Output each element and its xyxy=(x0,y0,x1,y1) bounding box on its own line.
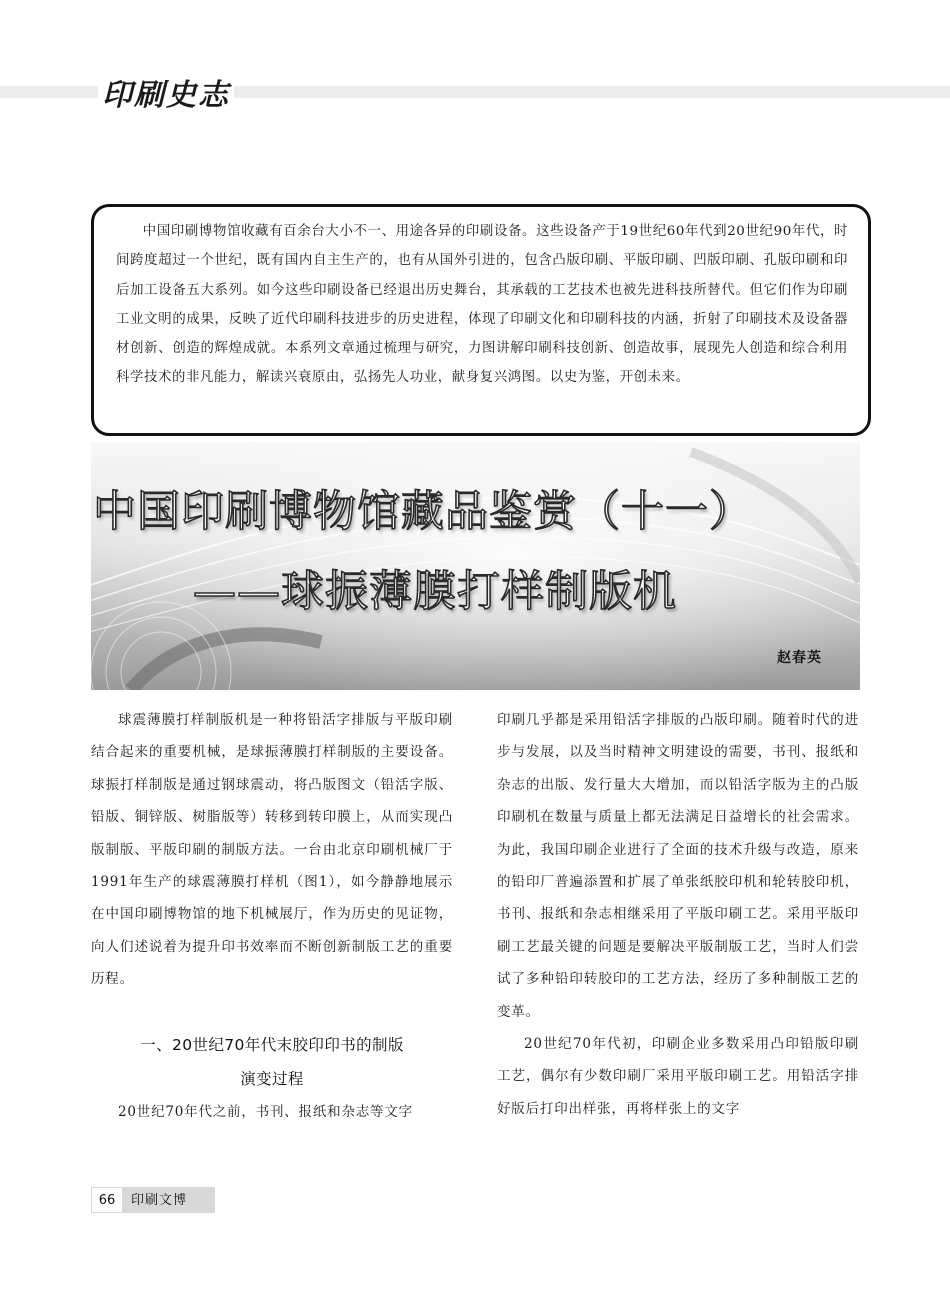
body-paragraph: 球震薄膜打样制版机是一种将铅活字排版与平版印刷结合起来的重要机械，是球振薄膜打样制版的主要设备。球振打样制版是通过钢球震动，将凸版图文（铅活字版、铅版、铜锌版、树脂版等）转移到转印膜上，从而实现凸版制版、平版印刷的制版方法。一台由北京印刷机械厂于1991年生产的球震薄膜打样机（图1），如今静静地展示在中国印刷博物馆的地下机械展厅，作为历史的见证物，向人们述说着为提升印书效率而不断创新制版工艺的重要历程。 xyxy=(91,712,453,988)
masthead-title: 印刷史志 xyxy=(102,78,230,113)
body-column-left xyxy=(91,704,453,1128)
journal-name: 印刷文博 xyxy=(131,1193,188,1208)
author-name: 赵春英 xyxy=(777,650,822,666)
body-paragraph: 20世纪70年代初，印刷企业多数采用凸印铅版印刷工艺，偶尔有少数印刷厂采用平版印刷工艺。用铅活字排好版后打印出样张，再将样张上的文字 xyxy=(497,1036,859,1117)
article-title-line2: ——球振薄膜打样制版机 xyxy=(193,567,677,617)
body-paragraph: 20世纪70年代之前，书刊、报纸和杂志等文字 xyxy=(118,1103,413,1120)
section-heading-line1: 一、20世纪70年代末胶印印书的制版 xyxy=(140,1035,404,1054)
body-column-right xyxy=(497,704,859,1125)
page-number: 66 xyxy=(91,1187,123,1213)
section-masthead xyxy=(98,70,234,113)
title-banner xyxy=(91,442,860,690)
body-paragraph: 印刷几乎都是采用铅活字排版的凸版印刷。随着时代的进步与发展，以及当时精神文明建设的需要，书刊、报纸和杂志的出版、发行量大大增加，而以铅活字版为主的凸版印刷机在数量与质量上都无法满足日益增长的社会需求。为此，我国印刷企业进行了全面的技术升级与改造，原来的铅印厂普遍添置和扩展了单张纸胶印机和轮转胶印机，书刊、报纸和杂志相继采用了平版印刷工艺。采用平版印刷工艺最关键的问题是要解决平版制版工艺，当时人们尝试了多种铅印转胶印的工艺方法，经历了多种制版工艺的变革。 xyxy=(497,712,859,1020)
section-heading xyxy=(91,1028,453,1096)
section-heading-line2: 演变过程 xyxy=(240,1069,304,1088)
abstract-box xyxy=(91,204,871,436)
article-title-line1: 中国印刷博物馆藏品鉴赏（十一） xyxy=(93,487,753,537)
page-footer xyxy=(91,1187,215,1213)
abstract-text: 中国印刷博物馆收藏有百余台大小不一、用途各异的印刷设备。这些设备产于19世纪60年代到20世纪90年代，时间跨度超过一个世纪，既有国内自主生产的，也有从国外引进的，包含凸版印刷、平版印刷、凹版印刷、孔版印刷和印后加工设备五大系列。如今这些印刷设备已经退出历史舞台，其承载的工艺技术也被先进科技所替代。但它们作为印刷工业文明的成果，反映了近代印刷科技进步的历史进程，体现了印刷文化和印刷科技的内涵，折射了印刷技术及设备器材创新、创造的辉煌成就。本系列文章通过梳理与研究，力图讲解印刷科技创新、创造故事，展现先人创造和综合利用科学技术的非凡能力，解读兴衰原由，弘扬先人功业，献身复兴鸿图。以史为鉴，开创未来。 xyxy=(116,224,848,386)
